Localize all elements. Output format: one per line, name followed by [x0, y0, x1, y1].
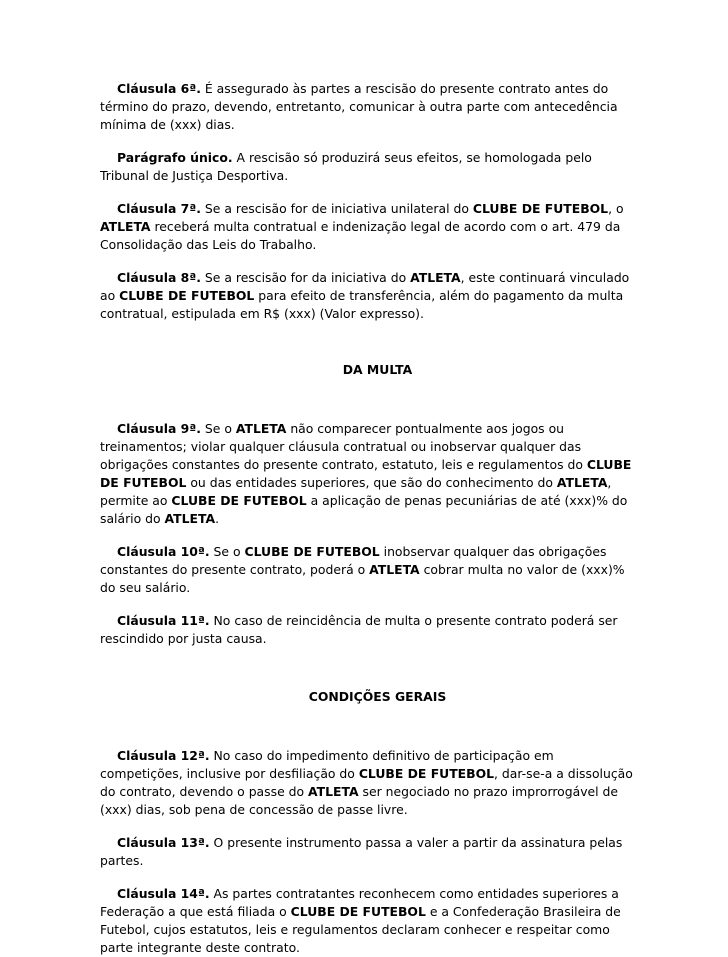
- clause-label: Cláusula 13ª.: [117, 835, 210, 850]
- clause-6: Cláusula 6ª. É assegurado às partes a rescisão do presente contrato antes do término do prazo, devendo, entretanto, comunicar à outra parte com antecedência mínima de (xxx) dias.: [100, 81, 618, 132]
- section-heading-condicoes-gerais: CONDIÇÕES GERAIS: [308, 689, 447, 704]
- clause-label: Cláusula 7ª.: [117, 201, 201, 216]
- section-heading-multa: DA MULTA: [342, 362, 413, 377]
- clause-label: Cláusula 12ª.: [117, 748, 210, 763]
- clause-12: Cláusula 12ª. No caso do impedimento definitivo de participação em competições, inclusive por desfiliação do CLUBE DE FUTEBOL, dar-se-a a dissolução do contrato, devendo o passe do ATLETA ser negociado no prazo improrrogável de (xxx) dias, sob pena de concessão de passe livre.: [100, 748, 633, 817]
- clause-8: Cláusula 8ª. Se a rescisão for da iniciativa do ATLETA, este continuará vinculado ao CLUBE DE FUTEBOL para efeito de transferência, além do pagamento da multa contratual, estipulada em R$ (xxx) (Valor expresso).: [100, 270, 630, 321]
- clause-label: Cláusula 14ª.: [117, 886, 210, 901]
- clause-label: Cláusula 6ª.: [117, 81, 201, 96]
- clause-14: Cláusula 14ª. As partes contratantes reconhecem como entidades superiores a Federação a que está filiada o CLUBE DE FUTEBOL e a Confederação Brasileira de Futebol, cujos estatutos, leis e regulamentos declaram conhecer e respeitar como parte integrante deste contrato.: [100, 886, 621, 955]
- document-page: [100, 80, 633, 957]
- clause-13: Cláusula 13ª. O presente instrumento passa a valer a partir da assinatura pelas partes.: [100, 835, 623, 868]
- clause-label: Cláusula 8ª.: [117, 270, 201, 285]
- clause-11: Cláusula 11ª. No caso de reincidência de multa o presente contrato poderá ser rescindido por justa causa.: [100, 613, 618, 646]
- clause-9: Cláusula 9ª. Se o ATLETA não comparecer pontualmente aos jogos ou treinamentos; violar qualquer cláusula contratual ou inobservar qualquer das obrigações constantes do presente contrato, estatuto, leis e regulamentos do CLUBE DE FUTEBOL ou das entidades superiores, que são do conhecimento do ATLETA, permite ao CLUBE DE FUTEBOL a aplicação de penas pecuniárias de até (xxx)% do salário do ATLETA.: [100, 421, 632, 526]
- clause-label: Cláusula 11ª.: [117, 613, 210, 628]
- clause-label: Parágrafo único.: [117, 150, 233, 165]
- clause-7: Cláusula 7ª. Se a rescisão for de iniciativa unilateral do CLUBE DE FUTEBOL, o ATLETA receberá multa contratual e indenização legal de acordo com o art. 479 da Consolidação das Leis do Trabalho.: [100, 201, 624, 252]
- paragrafo-unico: Parágrafo único. A rescisão só produzirá seus efeitos, se homologada pelo Tribunal de Justiça Desportiva.: [100, 150, 592, 183]
- clause-10: Cláusula 10ª. Se o CLUBE DE FUTEBOL inobservar qualquer das obrigações constantes do presente contrato, poderá o ATLETA cobrar multa no valor de (xxx)% do seu salário.: [100, 544, 625, 595]
- clause-label: Cláusula 9ª.: [117, 421, 201, 436]
- clause-label: Cláusula 10ª.: [117, 544, 210, 559]
